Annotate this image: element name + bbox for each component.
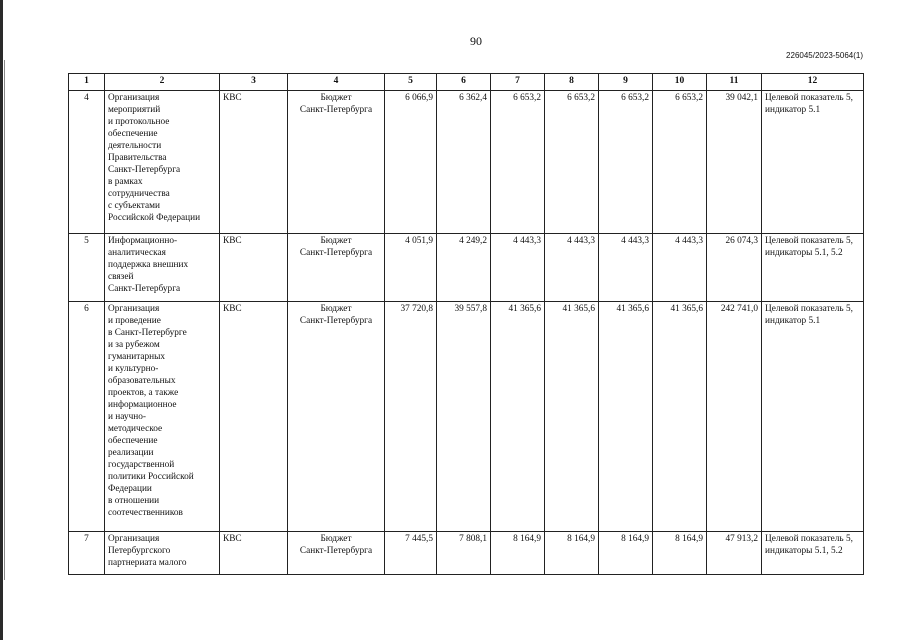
table-row — [69, 532, 864, 575]
activity-name: Организация и проведение в Санкт-Петербурге и за рубежом гуманитарных и культурно- образовательных проектов, а также информационное и научно- методическое обеспечение реализации государственной политики Российской Федерации в отношении соотечественников — [105, 302, 220, 532]
value-cell: 7 445,5 — [385, 532, 437, 575]
executor: КВС — [220, 532, 288, 575]
indicator-cell: Целевой показатель 5, индикатор 5.1 — [762, 91, 864, 234]
column-header: 5 — [385, 74, 437, 91]
column-header: 9 — [599, 74, 653, 91]
value-cell: 41 365,6 — [545, 302, 599, 532]
column-header: 12 — [762, 74, 864, 91]
value-cell: 8 164,9 — [545, 532, 599, 575]
column-header: 6 — [437, 74, 491, 91]
value-cell: 6 653,2 — [545, 91, 599, 234]
value-cell: 6 653,2 — [491, 91, 545, 234]
column-header: 1 — [69, 74, 105, 91]
activity-name: Информационно- аналитическая поддержка внешних связей Санкт-Петербурга — [105, 234, 220, 302]
total-cell: 26 074,3 — [707, 234, 762, 302]
funding-source: Бюджет Санкт-Петербурга — [288, 532, 385, 575]
column-header: 2 — [105, 74, 220, 91]
funding-source: Бюджет Санкт-Петербурга — [288, 302, 385, 532]
total-cell: 47 913,2 — [707, 532, 762, 575]
total-cell: 39 042,1 — [707, 91, 762, 234]
value-cell: 4 443,3 — [599, 234, 653, 302]
header-row — [69, 74, 864, 91]
indicator-cell: Целевой показатель 5, индикаторы 5.1, 5.2 — [762, 532, 864, 575]
value-cell: 41 365,6 — [599, 302, 653, 532]
document-code: 226045/2023-5064(1) — [786, 51, 863, 60]
scan-edge-line — [4, 60, 5, 580]
value-cell: 41 365,6 — [491, 302, 545, 532]
executor: КВС — [220, 234, 288, 302]
total-cell: 242 741,0 — [707, 302, 762, 532]
funding-source: Бюджет Санкт-Петербурга — [288, 234, 385, 302]
scan-edge — [0, 0, 3, 640]
table-row — [69, 234, 864, 302]
value-cell: 37 720,8 — [385, 302, 437, 532]
row-number: 5 — [69, 234, 105, 302]
table-row — [69, 302, 864, 532]
value-cell: 7 808,1 — [437, 532, 491, 575]
value-cell: 4 249,2 — [437, 234, 491, 302]
executor: КВС — [220, 91, 288, 234]
column-header: 8 — [545, 74, 599, 91]
row-number: 6 — [69, 302, 105, 532]
indicator-cell: Целевой показатель 5, индикатор 5.1 — [762, 302, 864, 532]
row-number: 7 — [69, 532, 105, 575]
value-cell: 4 443,3 — [545, 234, 599, 302]
column-header: 3 — [220, 74, 288, 91]
column-header: 10 — [653, 74, 707, 91]
value-cell: 8 164,9 — [599, 532, 653, 575]
value-cell: 6 653,2 — [653, 91, 707, 234]
funding-source: Бюджет Санкт-Петербурга — [288, 91, 385, 234]
value-cell: 6 653,2 — [599, 91, 653, 234]
value-cell: 8 164,9 — [491, 532, 545, 575]
value-cell: 4 051,9 — [385, 234, 437, 302]
column-header: 11 — [707, 74, 762, 91]
budget-table — [68, 73, 864, 575]
executor: КВС — [220, 302, 288, 532]
value-cell: 4 443,3 — [653, 234, 707, 302]
column-header: 7 — [491, 74, 545, 91]
activity-name: Организация Петербургского партнериата малого — [105, 532, 220, 575]
row-number: 4 — [69, 91, 105, 234]
value-cell: 8 164,9 — [653, 532, 707, 575]
value-cell: 4 443,3 — [491, 234, 545, 302]
value-cell: 6 362,4 — [437, 91, 491, 234]
activity-name: Организация мероприятий и протокольное обеспечение деятельности Правительства Санкт-Петербурга в рамках сотрудничества с субъектами Российской Федерации — [105, 91, 220, 234]
value-cell: 39 557,8 — [437, 302, 491, 532]
column-header: 4 — [288, 74, 385, 91]
value-cell: 41 365,6 — [653, 302, 707, 532]
indicator-cell: Целевой показатель 5, индикаторы 5.1, 5.2 — [762, 234, 864, 302]
page-number: 90 — [470, 34, 482, 48]
table-row — [69, 91, 864, 234]
value-cell: 6 066,9 — [385, 91, 437, 234]
